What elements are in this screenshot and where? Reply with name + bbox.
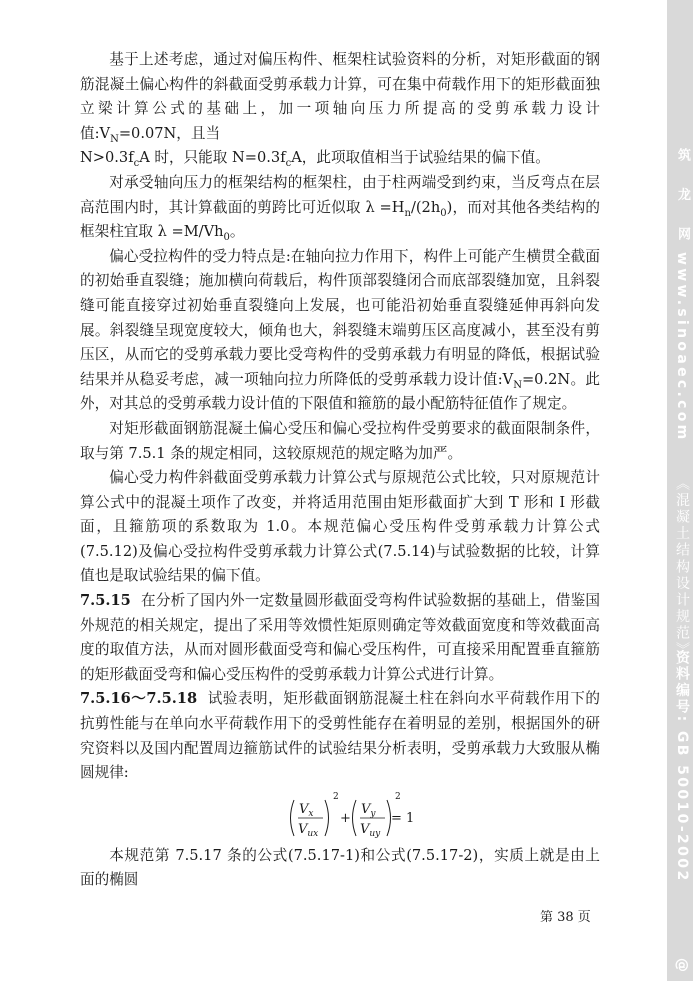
paragraph-5: 偏心受力构件斜截面受剪承载力计算公式与原规范公式比较，只对原规范计算公式中的混凝土项作了改变，并将适用范围由矩形截面扩大到 T 形和 I 形截面，且箍筋项的系数取为 1.0。本规范偏心受压构件受剪承载力计算公式(7.5.12)及偏心受拉构件受剪承载力计算公式(7.5.14)与试验数据的比较，计算值也是取试验结果的偏下值。 bbox=[80, 469, 600, 585]
ellipse-formula-graphic bbox=[285, 788, 415, 844]
equals-one: = 1 bbox=[391, 810, 415, 826]
sidebar-book-title: 《混凝土结构设计规范》 bbox=[674, 476, 690, 659]
right-paren-1 bbox=[325, 800, 329, 836]
paragraph-3: 偏心受拉构件的受力特点是:在轴向拉力作用下，构件上可能产生横贯全截面的初始垂直裂缝；施加横向荷载后，构件顶部裂缝闭合而底部裂缝加宽，且斜裂缝可能直接穿过初始垂直裂缝向上发展，也可能沿初始垂直裂缝延伸再斜向发展。斜裂缝呈现宽度较大，倾角也大，斜裂缝末端剪压区高度减小，甚至没有剪压区，从而它的受剪承载力要比受弯构件的受剪承载力有明显的降低，根据试验结果并从稳妥考虑，减一项轴向拉力所降低的受剪承载力设计值$:V_N=0.2N$。此外，对其总的受剪承载力设计值的下限值和箍筋的最小配筋特征值作了规定。 bbox=[80, 247, 600, 413]
ellipse-formula bbox=[285, 788, 415, 844]
left-paren-1 bbox=[291, 800, 295, 836]
clause-7-5-16-18 bbox=[80, 687, 600, 785]
clause-7-5-15 bbox=[80, 589, 600, 687]
clause-text: 在分析了国内外一定数量圆形截面受弯构件试验数据的基础上，借鉴国外规范的相关规定，提出了采用等效惯性矩原则确定等效截面宽度和等效截面高度的取值方法，从而对圆形截面受弯和偏心受压构件，可直接采用配置垂直箍筋的矩形截面受弯和偏心受压构件的受剪承载力计算公式进行计算。 bbox=[80, 592, 600, 683]
clause-text: 试验表明，矩形截面钢筋混凝土柱在斜向水平荷载作用下的抗剪性能与在单向水平荷载作用下的受剪性能存在着明显的差别，根据国外的研究资料以及国内配置周边箍筋试件的试验结果分析表明，受剪承载力大致服从椭圆规律: bbox=[80, 690, 600, 782]
paragraph-final: 本规范第 7.5.17 条的公式(7.5.17-1)和公式(7.5.17-2)，实质上就是由上面的椭圆 bbox=[80, 846, 600, 889]
exponent-1: 2 bbox=[333, 791, 339, 802]
paragraph-2: 对承受轴向压力的框架结构的框架柱，由于柱两端受到约束，当反弯点在层高范围内时，其计算截面的剪跨比可近似取 $\lambda =H_n/(2h_0)$，而对其他各类结构的框架柱宜取 $\lambda =M/Vh_0$。 bbox=[80, 173, 601, 244]
right-paren-2 bbox=[387, 800, 391, 836]
exponent-2: 2 bbox=[395, 791, 401, 802]
paragraph-1: 基于上述考虑，通过对偏压构件、框架柱试验资料的分析，对矩形截面的钢筋混凝土偏心构件的斜截面受剪承载力计算，可在集中荷载作用下的矩形截面独立梁计算公式的基础上，加一项轴向压力所提高的受剪承载力设计值$:V_N=0.07N$，且当 bbox=[80, 51, 600, 145]
denominator-v-uy: $V_{uy}$ bbox=[360, 821, 381, 839]
numerator-v-x: $V_x$ bbox=[299, 801, 314, 819]
left-paren-2 bbox=[353, 800, 357, 836]
denominator-v-ux: $V_{ux}$ bbox=[298, 821, 319, 839]
numerator-v-y: $V_y$ bbox=[361, 801, 376, 819]
ellipse-formula-block bbox=[80, 786, 600, 844]
sidebar-brand: 筑 龙 网 bbox=[675, 148, 690, 252]
sidebar-document-code: 资料编号: GB 50010-2002 bbox=[674, 650, 690, 883]
sidebar-url: www.sinoaec.com bbox=[674, 252, 690, 443]
document-body bbox=[80, 48, 600, 893]
plus-sign: + bbox=[340, 810, 351, 826]
sidebar-copyright-mark: @ bbox=[674, 958, 690, 972]
paragraph-1-continued: $N>0.3f_cA$ 时，只能取 $N=0.3f_cA$，此项取值相当于试验结果的偏下值。 bbox=[80, 149, 550, 170]
clause-number: 7.5.15 bbox=[80, 592, 131, 610]
clause-number: 7.5.16～7.5.18 bbox=[80, 690, 198, 708]
paragraph-4: 对矩形截面钢筋混凝土偏心受压和偏心受拉构件受剪要求的截面限制条件，取与第 7.5.1 条的规定相同，这较原规范的规定略为加严。 bbox=[80, 419, 600, 462]
page-number: 第 38 页 bbox=[540, 910, 591, 925]
